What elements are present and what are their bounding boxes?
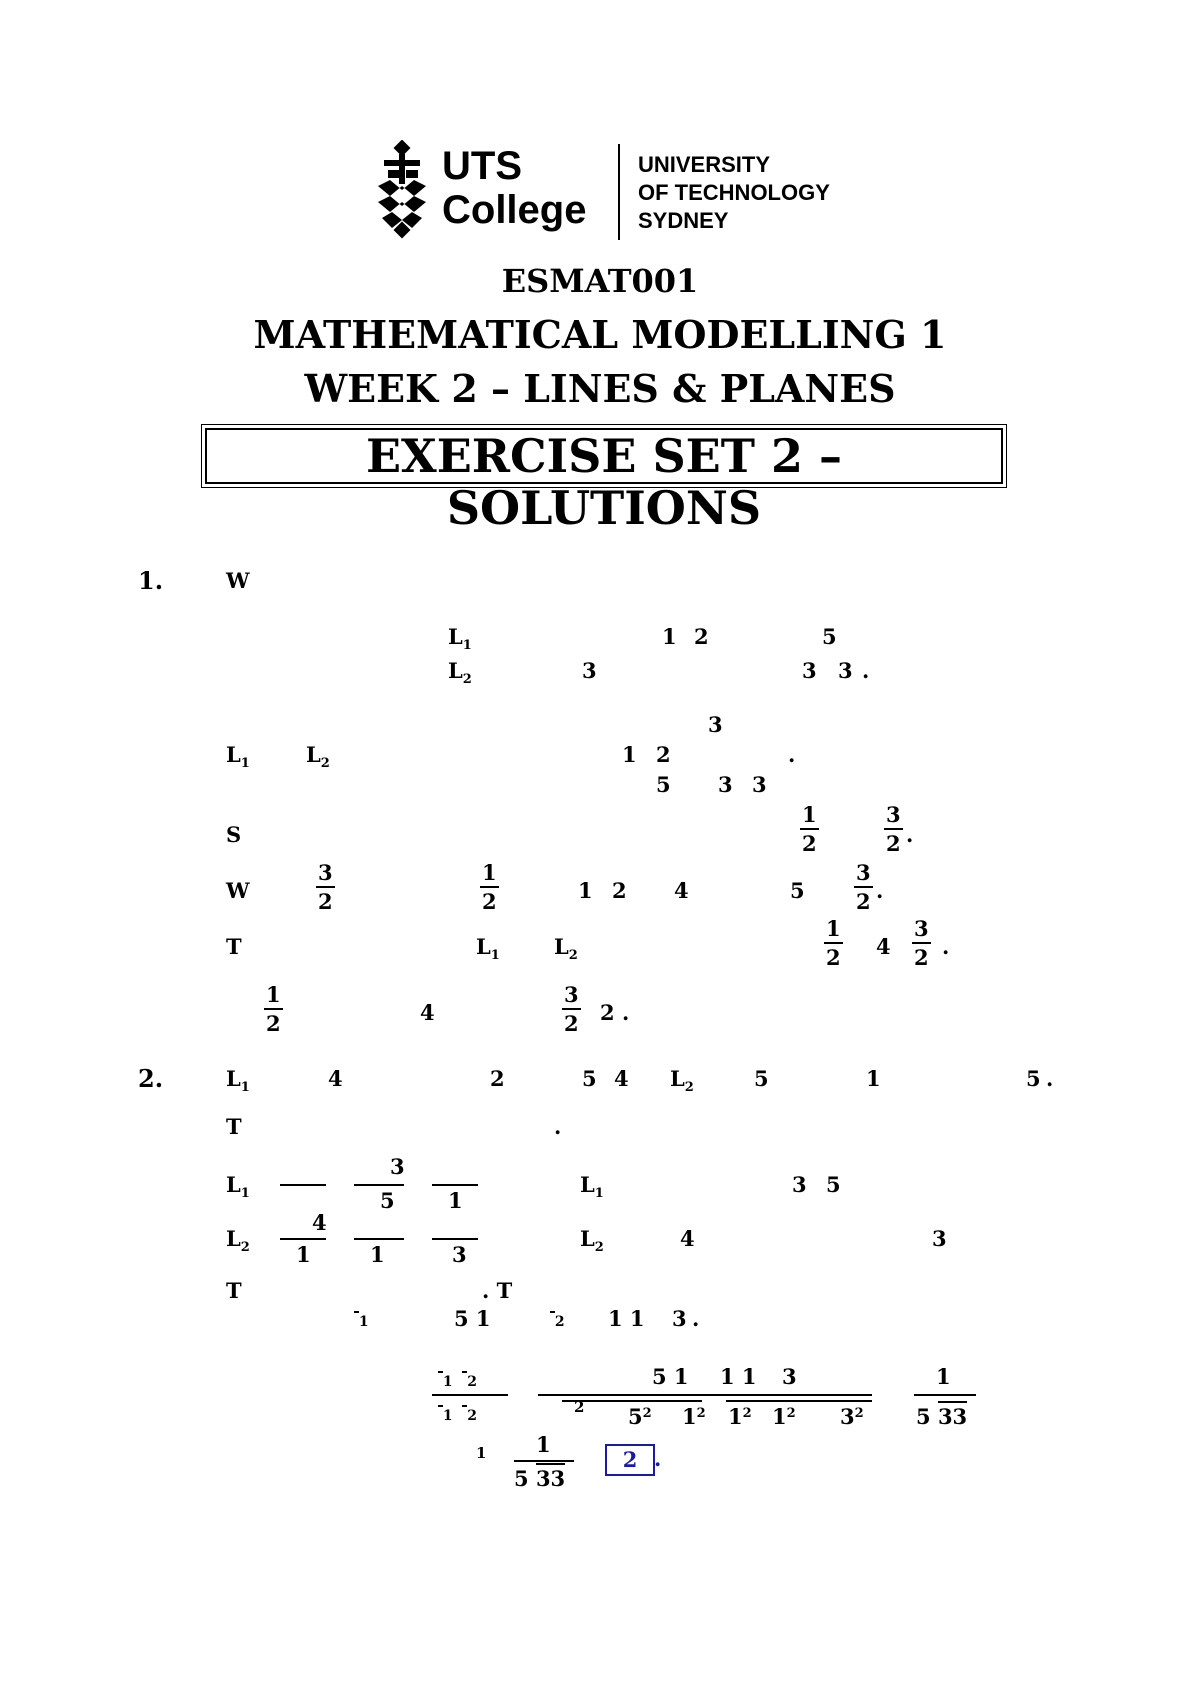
q1-t-v: 4 [876,934,891,959]
q2-r1-a: 4 [328,1066,343,1091]
q1-line1-v3: 5 [822,624,837,649]
q1-line2-end: . [862,658,870,683]
q1-line1-v2: 2 [694,624,709,649]
uts-crest-icon [372,140,432,240]
q2-r3-bar2 [354,1184,404,1186]
q2-r7-left-den: 1 2 [438,1408,477,1424]
question-2-number: 2. [138,1064,164,1093]
q2-r8-fd: 5 33 [514,1466,565,1491]
q2-r7-left-num: 1 2 [438,1374,477,1390]
q2-r1-d: 4 [614,1066,629,1091]
logo-sydney: SYDNEY [638,208,729,233]
q2-r6-v1: 5 1 [454,1306,491,1331]
logo-of-technology: OF TECHNOLOGY [638,180,830,205]
q2-r3-b: 5 [826,1172,841,1197]
q2-r3-l: $L_1$ [226,1172,250,1201]
q1-t-frac2: $\frac{3}{2}$ [914,916,929,970]
q2-r4-bar2 [354,1238,404,1240]
q2-r4-l: $L_2$ [226,1226,250,1255]
q2-r4-d2: 1 [370,1242,385,1267]
q1-pt-v: 4 [420,1000,435,1025]
q2-r1-l1: $L_1$ [226,1066,250,1095]
q2-r7-d1: 2 [574,1398,585,1416]
q2-r3-d2: 5 [380,1188,395,1213]
q2-r4-l2: $L_2$ [580,1226,604,1255]
q1-w-frac1: $\frac{3}{2}$ [318,860,333,914]
q2-r7-d2: $5^2$ [628,1404,652,1429]
q1-t-l2: $L_2$ [554,934,578,963]
q1-w: W [226,878,250,903]
q2-r7-d3: $1^2$ [682,1404,706,1429]
q1-line2-v3: 3 [838,658,853,683]
q2-r5-t: T [226,1278,242,1303]
q2-r3-l2: $L_1$ [580,1172,604,1201]
q2-r1-c: 5 [582,1066,597,1091]
course-title: MATHEMATICAL MODELLING 1 [253,312,947,357]
q2-r1-f: 1 [866,1066,881,1091]
q2-r7-left-bar [432,1394,508,1396]
q2-r3-a: 3 [792,1172,807,1197]
q1-line2-v1: 3 [582,658,597,683]
q1-w-v3: 4 [674,878,689,903]
q1-pt-v2: 2 [600,1000,615,1025]
q1-w-frac3: $\frac{3}{2}$ [856,860,871,914]
q2-r4-d1: 1 [296,1242,311,1267]
q2-r4-bar3 [432,1238,478,1240]
q1-t: T [226,934,242,959]
q1-solve-frac1: $\frac{1}{2}$ [802,802,817,856]
q2-r3-bar1 [280,1184,326,1186]
q2-r3-n2: 3 [390,1154,405,1179]
q1-line2-v2: 3 [802,658,817,683]
q1-sys-dot: . [788,742,796,767]
q2-r7-n2: 1 1 [720,1364,757,1389]
q2-r6-s2: 2 [550,1314,565,1330]
q2-r8-bar [514,1460,574,1462]
q1-w-v1: 1 [578,878,593,903]
uts-college-logo [372,140,842,250]
q2-r4-n1: 4 [312,1210,327,1235]
q2-r5-dt: . T [482,1278,513,1303]
logo-brand-uts: UTS [442,144,522,188]
q2-r1-b: 2 [490,1066,505,1091]
q1-solve-s: S [226,822,242,847]
q1-t-dot: . [942,934,950,959]
q2-r7-d5: $1^2$ [772,1404,796,1429]
q1-sys-l1: $L_1$ [226,742,250,771]
q1-line1-v1: 1 [662,624,677,649]
q1-sys-top: 3 [708,712,723,737]
q2-r4-bar1 [280,1238,326,1240]
q1-sys-b2: 3 [718,772,733,797]
q1-sys-b1: 5 [656,772,671,797]
question-1-number: 1. [138,566,164,595]
q1-line2-label: $L_2$ [448,658,472,687]
logo-divider [618,144,620,240]
q1-solve-frac2: $\frac{3}{2}$ [886,802,901,856]
q2-r2-t: T [226,1114,242,1139]
q2-r6-dot: . [692,1306,700,1331]
q2-r1-dot: . [1046,1066,1054,1091]
q2-r7-n1: 5 1 [652,1364,689,1389]
q1-intro: W [226,568,250,593]
q2-r2-dot: . [554,1114,562,1139]
q2-r4-b: 3 [932,1226,947,1251]
q2-r3-d3: 1 [448,1188,463,1213]
q2-r8-dot: . [654,1446,662,1471]
q2-r1-g: 5 [1026,1066,1041,1091]
q1-line1-label: $L_1$ [448,624,472,653]
q2-r7-main-bar [538,1394,872,1396]
q1-sys-m1: 1 [622,742,637,767]
q1-solve-dot: . [906,822,914,847]
q2-r1-l2: $L_2$ [670,1066,694,1095]
q1-t-frac1: $\frac{1}{2}$ [826,916,841,970]
q1-sys-l2: $L_2$ [306,742,330,771]
q1-sys-b3: 3 [752,772,767,797]
week-title: WEEK 2 – LINES & PLANES [304,366,896,411]
q2-r6-v3: 3 [672,1306,687,1331]
q1-pt-frac1: $\frac{1}{2}$ [266,982,281,1036]
q1-w-frac2: $\frac{1}{2}$ [482,860,497,914]
q2-r7-sqrt2 [726,1400,872,1402]
q2-r7-d4: $1^2$ [728,1404,752,1429]
exercise-title: EXERCISE SET 2 – SOLUTIONS [205,428,1003,484]
logo-university: UNIVERSITY [638,152,771,177]
q2-r7-d6: $3^2$ [840,1404,864,1429]
q2-r7-right-bar [914,1394,976,1396]
q1-pt-dot: . [622,1000,630,1025]
q1-sys-m2: 2 [656,742,671,767]
q1-w-v2: 2 [612,878,627,903]
q1-t-l1: $L_1$ [476,934,500,963]
course-code: ESMAT001 [501,262,699,300]
q2-r8-fn: 1 [536,1432,551,1457]
q2-r7-rn: 1 [936,1364,951,1389]
q2-r1-e: 5 [754,1066,769,1091]
q2-r6-s1: 1 [354,1314,369,1330]
q2-r3-bar3 [432,1184,478,1186]
q2-r4-a: 4 [680,1226,695,1251]
q2-r7-n3: 3 [782,1364,797,1389]
q2-r8-pre: 1 [476,1444,487,1462]
q1-w-dot: . [876,878,884,903]
q2-r6-v2: 1 1 [608,1306,645,1331]
q2-r7-rd: 5 33 [916,1404,967,1429]
final-answer-box: 2 [605,1444,655,1476]
logo-brand-college: College [442,188,587,232]
q2-r4-d3: 3 [452,1242,467,1267]
q1-pt-frac2: $\frac{3}{2}$ [564,982,579,1036]
q1-w-v4: 5 [790,878,805,903]
